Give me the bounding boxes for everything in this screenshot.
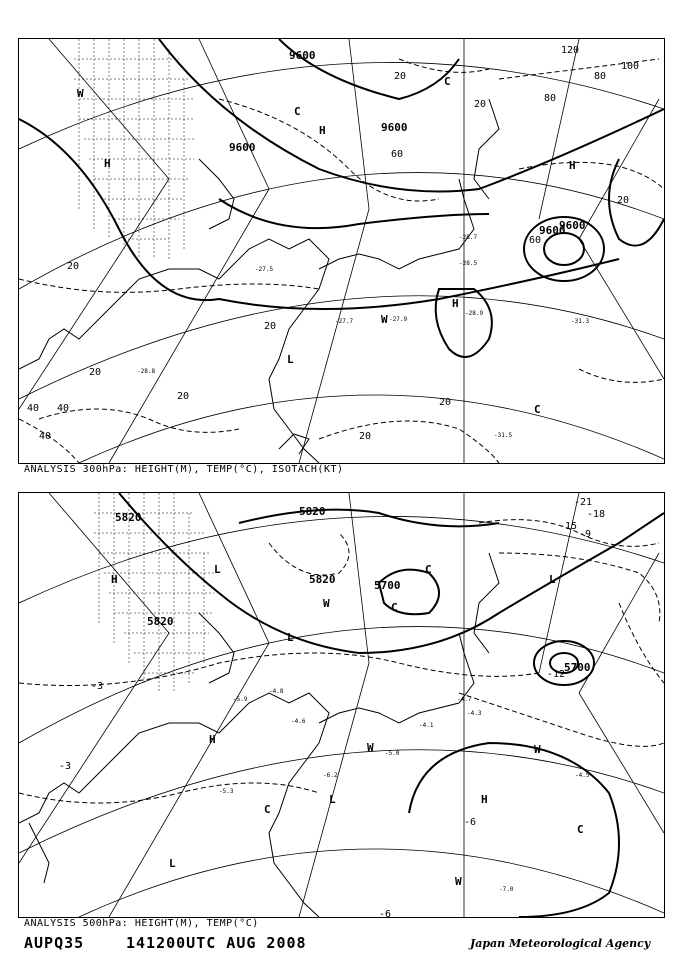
height-label: 5700 (564, 661, 591, 674)
temp-reading: -4.5 (575, 772, 590, 779)
height-contours (19, 39, 664, 357)
height-label: 9600 (559, 219, 586, 232)
temp-reading: -28.7 (459, 234, 478, 241)
isotach-label: 20 (474, 99, 487, 110)
isotach-label: 80 (544, 93, 557, 104)
temp-reading: -5.0 (385, 750, 400, 757)
isotach-label: 20 (617, 195, 630, 206)
isotherm-label: -6 (464, 817, 477, 828)
high-symbol: H (104, 157, 111, 170)
cold-symbol: C (294, 105, 301, 118)
temp-reading: -4.6 (291, 718, 306, 725)
cold-symbol: C (444, 75, 451, 88)
height-contours (119, 493, 664, 917)
bottom-map-labels (59, 497, 605, 917)
temp-reading: -28.9 (465, 310, 484, 317)
isotherm-label: -12 (547, 669, 566, 680)
isotach-label: 40 (57, 403, 70, 414)
temp-reading: -31.5 (494, 432, 513, 439)
graticule (19, 39, 664, 463)
cold-symbol: C (577, 823, 584, 836)
caption-500hpa: ANALYSIS 500hPa: HEIGHT(M), TEMP(°C) (24, 918, 259, 929)
isotherm-label: -6 (379, 909, 392, 917)
isotherm-label: -18 (587, 509, 606, 520)
high-symbol: H (569, 159, 576, 172)
temp-reading: -4.3 (467, 710, 482, 717)
temp-reading: -27.5 (255, 266, 274, 273)
isotach-label: 100 (621, 61, 640, 72)
isotach-label: 20 (264, 321, 277, 332)
isotach-label: 20 (394, 71, 407, 82)
warm-symbol: W (534, 743, 541, 756)
height-label: 9600 (381, 121, 408, 134)
isotach-label: 20 (177, 391, 190, 402)
temp-reading: -5.9 (233, 696, 248, 703)
warm-symbol: W (323, 597, 330, 610)
warm-symbol: W (455, 875, 462, 888)
chart-code: AUPQ35 (24, 934, 85, 952)
cold-symbol: C (425, 563, 432, 576)
low-symbol: L (329, 793, 336, 806)
isotach-label: 40 (39, 431, 52, 442)
cold-symbol: C (534, 403, 541, 416)
chart-500hpa (18, 492, 665, 918)
high-symbol: H (209, 733, 216, 746)
temp-reading: -31.3 (571, 318, 590, 325)
top-map-labels (27, 45, 639, 442)
analysis-time: 141200UTC AUG 2008 (126, 934, 307, 952)
warm-symbol: W (367, 741, 374, 754)
high-symbol: H (452, 297, 459, 310)
height-label: 5820 (309, 573, 336, 586)
isotherm-label: -3 (59, 761, 72, 772)
temp-reading: -4.1 (419, 722, 434, 729)
height-label: 9600 (289, 49, 316, 62)
temp-reading: -7.0 (499, 886, 514, 893)
height-label: 5820 (299, 505, 326, 518)
coastline (19, 553, 499, 917)
isotach-label: 40 (27, 403, 40, 414)
cold-symbol: C (264, 803, 271, 816)
low-symbol: L (287, 353, 294, 366)
temp-reading: -28.8 (137, 368, 156, 375)
low-symbol: L (287, 631, 294, 644)
temp-reading: -6.2 (323, 772, 338, 779)
temp-reading: -28.5 (459, 260, 478, 267)
isotach-label: 60 (391, 149, 404, 160)
isotach-label: 20 (67, 261, 80, 272)
warm-symbol: W (77, 87, 84, 100)
agency-name: Japan Meteorological Agency (470, 937, 651, 950)
high-symbol: H (319, 124, 326, 137)
isotach-label: 80 (594, 71, 607, 82)
isotach-label: 60 (529, 235, 542, 246)
temp-reading: -27.7 (335, 318, 354, 325)
coastline (19, 99, 499, 463)
caption-300hpa: ANALYSIS 300hPa: HEIGHT(M), TEMP(°C), ISOTACH(KT) (24, 464, 344, 475)
temp-reading: -4.8 (269, 688, 284, 695)
temp-reading: -27.9 (389, 316, 408, 323)
isotherm-label: -3 (91, 681, 104, 692)
isotherm-label: -15 (559, 521, 578, 532)
warm-symbol: W (381, 313, 388, 326)
hatched-region (74, 39, 194, 259)
map-300hpa (19, 39, 664, 463)
isotach-label: 120 (561, 45, 580, 56)
high-symbol: H (481, 793, 488, 806)
isotach-label: 20 (359, 431, 372, 442)
temp-reading: -5.3 (219, 788, 234, 795)
high-symbol: H (111, 573, 118, 586)
height-label: 5820 (115, 511, 142, 524)
low-symbol: L (214, 563, 221, 576)
height-label: 9600 (229, 141, 256, 154)
isotach-label: 20 (439, 397, 452, 408)
isotach-label: 20 (89, 367, 102, 378)
low-symbol: L (169, 857, 176, 870)
chart-300hpa (18, 38, 665, 464)
low-symbol: L (549, 573, 556, 586)
temp-reading: -4.7 (457, 696, 472, 703)
height-label: 9600 (539, 224, 566, 237)
height-label: 5700 (374, 579, 401, 592)
map-500hpa (19, 493, 664, 917)
isotherm-label: -9 (579, 529, 592, 540)
isotherm-label: -21 (574, 497, 593, 508)
height-label: 5820 (147, 615, 174, 628)
cold-symbol: C (391, 601, 398, 614)
